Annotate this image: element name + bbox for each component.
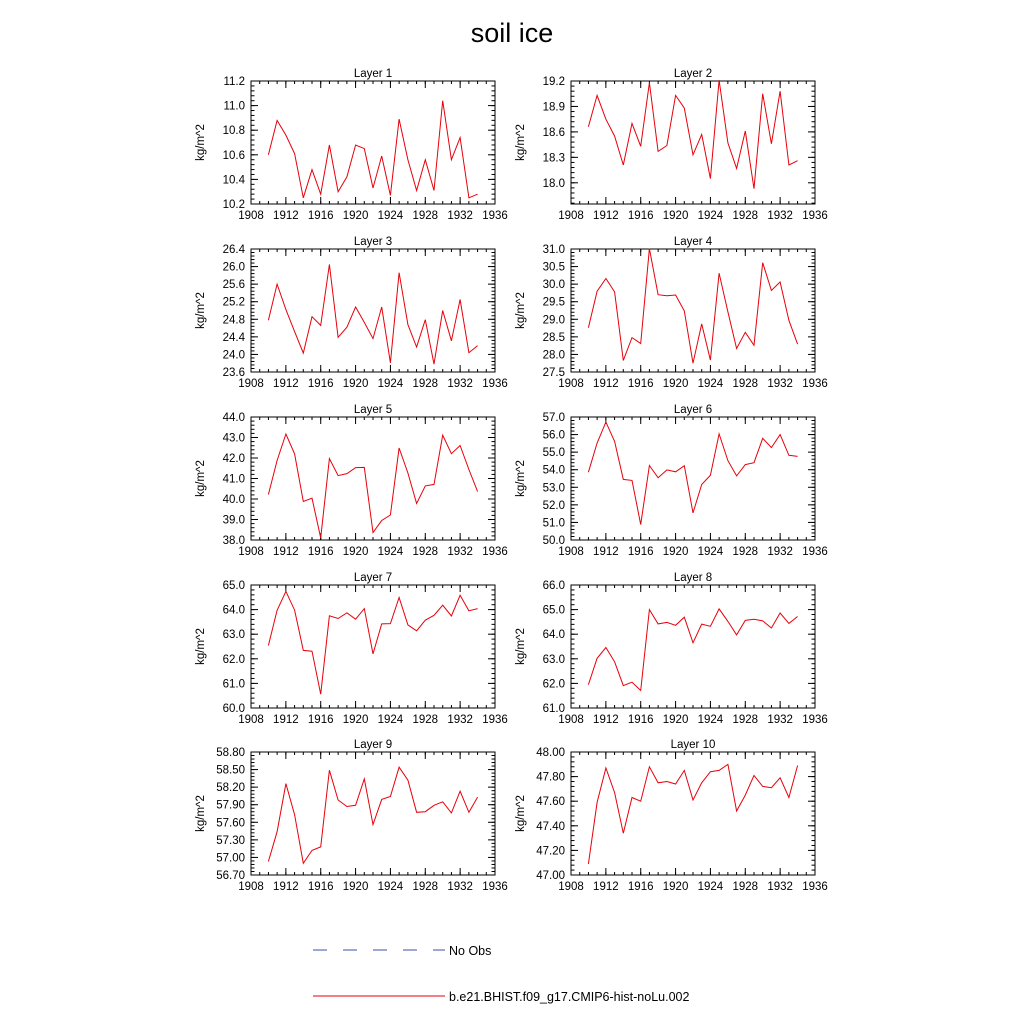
- y-tick-label: 61.0: [222, 678, 245, 691]
- y-tick-label: 64.0: [222, 604, 245, 617]
- x-tick-label: 1936: [482, 714, 508, 726]
- x-tick-label: 1912: [593, 714, 619, 726]
- x-tick-label: 1936: [482, 378, 508, 390]
- y-tick-label: 64.0: [542, 629, 565, 642]
- panel-title: Layer 3: [353, 236, 393, 248]
- x-tick-label: 1936: [482, 881, 508, 893]
- x-tick-label: 1916: [307, 546, 334, 558]
- x-tick-label: 1912: [273, 881, 299, 893]
- panel-2: [515, 68, 828, 222]
- y-tick-label: 10.6: [222, 149, 245, 162]
- x-tick-label: 1908: [558, 714, 584, 726]
- y-tick-label: 51.0: [542, 517, 565, 530]
- x-tick-label: 1932: [447, 546, 473, 558]
- x-tick-label: 1912: [593, 378, 619, 390]
- y-axis-label: kg/m^2: [195, 292, 207, 329]
- x-tick-label: 1924: [697, 378, 724, 390]
- panel-title: Layer 8: [673, 572, 713, 584]
- series-line: [588, 609, 797, 691]
- x-tick-label: 1920: [662, 714, 689, 726]
- y-tick-label: 44.0: [222, 412, 245, 424]
- x-tick-label: 1928: [412, 881, 439, 893]
- y-tick-label: 56.0: [542, 429, 565, 442]
- x-tick-label: 1924: [377, 714, 404, 726]
- y-tick-label: 40.0: [222, 494, 245, 506]
- x-tick-label: 1932: [447, 881, 473, 893]
- x-tick-label: 1932: [767, 881, 793, 893]
- legend-label-no-obs: No Obs: [449, 944, 492, 958]
- x-tick-label: 1928: [732, 378, 759, 390]
- y-tick-label: 63.0: [222, 629, 245, 642]
- y-tick-label: 28.5: [542, 331, 565, 344]
- y-tick-label: 11.0: [223, 100, 245, 113]
- plot-frame: [571, 249, 815, 372]
- x-tick-label: 1908: [558, 210, 584, 222]
- x-tick-label: 1908: [238, 546, 264, 558]
- y-tick-label: 23.6: [222, 367, 245, 379]
- y-tick-label: 61.0: [542, 703, 565, 715]
- y-tick-label: 65.0: [542, 604, 565, 617]
- y-tick-label: 57.60: [216, 817, 245, 830]
- series-line: [268, 434, 477, 538]
- panel-title: Layer 2: [673, 68, 713, 80]
- y-tick-label: 26.4: [222, 244, 245, 256]
- panel-3: [195, 236, 508, 390]
- y-axis-label: kg/m^2: [515, 124, 527, 161]
- y-tick-label: 30.0: [542, 279, 565, 292]
- panel-title: Layer 10: [670, 739, 716, 751]
- y-tick-label: 27.5: [542, 367, 565, 379]
- y-axis-label: kg/m^2: [195, 460, 207, 497]
- y-tick-label: 10.8: [222, 125, 245, 138]
- plot-frame: [571, 752, 815, 875]
- y-tick-label: 48.00: [536, 747, 565, 759]
- y-tick-label: 65.0: [222, 580, 245, 592]
- plot-frame: [251, 752, 495, 875]
- x-tick-label: 1932: [447, 210, 473, 222]
- y-axis-label: kg/m^2: [515, 795, 527, 832]
- x-tick-label: 1912: [273, 546, 299, 558]
- series-line: [268, 767, 477, 863]
- plot-frame: [571, 585, 815, 708]
- y-tick-label: 31.0: [542, 244, 565, 256]
- panel-5: [195, 404, 508, 558]
- series-line: [268, 264, 477, 364]
- y-axis-label: kg/m^2: [195, 124, 207, 161]
- y-tick-label: 39.0: [222, 514, 245, 527]
- y-tick-label: 58.80: [216, 747, 245, 759]
- x-tick-label: 1924: [377, 210, 404, 222]
- y-axis-label: kg/m^2: [515, 292, 527, 329]
- y-tick-label: 24.4: [222, 331, 245, 344]
- x-tick-label: 1924: [697, 881, 724, 893]
- plot-frame: [571, 417, 815, 540]
- plot-frame: [251, 249, 495, 372]
- x-tick-label: 1908: [238, 881, 264, 893]
- x-tick-label: 1920: [342, 714, 369, 726]
- y-tick-label: 62.0: [542, 678, 565, 691]
- x-tick-label: 1924: [377, 881, 404, 893]
- y-tick-label: 29.5: [542, 296, 565, 309]
- x-tick-label: 1928: [732, 881, 759, 893]
- y-axis-label: kg/m^2: [515, 460, 527, 497]
- y-tick-label: 62.0: [222, 653, 245, 666]
- panel-1: [195, 68, 508, 222]
- y-tick-label: 66.0: [542, 580, 565, 592]
- x-tick-label: 1932: [767, 714, 793, 726]
- x-tick-label: 1912: [593, 881, 619, 893]
- y-axis-label: kg/m^2: [195, 795, 207, 832]
- y-axis-label: kg/m^2: [515, 628, 527, 665]
- panel-title: Layer 4: [673, 236, 713, 248]
- x-tick-label: 1936: [802, 378, 828, 390]
- x-tick-label: 1936: [482, 210, 508, 222]
- y-tick-label: 54.0: [542, 464, 565, 477]
- y-tick-label: 47.80: [536, 771, 565, 784]
- y-tick-label: 10.4: [222, 174, 245, 187]
- x-tick-label: 1932: [767, 546, 793, 558]
- panel-4: [515, 236, 828, 390]
- y-tick-label: 58.20: [216, 782, 245, 795]
- panel-title: Layer 1: [353, 68, 393, 80]
- panel-6: [515, 404, 828, 558]
- x-tick-label: 1908: [558, 881, 584, 893]
- y-tick-label: 47.00: [536, 870, 565, 882]
- x-tick-label: 1924: [697, 714, 724, 726]
- panel-title: Layer 9: [353, 739, 393, 751]
- x-tick-label: 1924: [697, 546, 724, 558]
- y-tick-label: 42.0: [222, 453, 245, 465]
- y-tick-label: 58.50: [216, 764, 245, 777]
- x-tick-label: 1920: [662, 378, 689, 390]
- x-tick-label: 1920: [342, 881, 369, 893]
- y-tick-label: 30.5: [542, 261, 565, 274]
- x-tick-label: 1908: [238, 714, 264, 726]
- y-tick-label: 18.0: [542, 177, 565, 190]
- series-line: [588, 249, 797, 364]
- panel-title: Layer 7: [353, 572, 393, 584]
- x-tick-label: 1936: [802, 210, 828, 222]
- x-tick-label: 1936: [482, 546, 508, 558]
- x-tick-label: 1928: [732, 714, 759, 726]
- y-tick-label: 18.6: [542, 126, 565, 139]
- x-tick-label: 1912: [273, 378, 299, 390]
- x-tick-label: 1928: [412, 714, 439, 726]
- panel-8: [515, 572, 828, 726]
- y-tick-label: 25.6: [222, 279, 245, 292]
- x-tick-label: 1912: [273, 714, 299, 726]
- y-tick-label: 57.30: [216, 834, 245, 847]
- y-tick-label: 47.60: [536, 796, 565, 809]
- y-tick-label: 43.0: [222, 432, 245, 445]
- x-tick-label: 1920: [342, 546, 369, 558]
- x-tick-label: 1936: [802, 881, 828, 893]
- x-tick-label: 1916: [307, 210, 334, 222]
- y-tick-label: 24.8: [222, 314, 245, 327]
- y-axis-label: kg/m^2: [195, 628, 207, 665]
- x-tick-label: 1916: [307, 714, 334, 726]
- panel-title: Layer 5: [353, 404, 393, 416]
- series-line: [268, 101, 477, 198]
- x-tick-label: 1936: [802, 546, 828, 558]
- y-tick-label: 38.0: [222, 535, 245, 547]
- x-tick-label: 1920: [342, 378, 369, 390]
- plot-frame: [251, 585, 495, 708]
- panels-container: [195, 68, 828, 893]
- x-tick-label: 1932: [767, 210, 793, 222]
- x-tick-label: 1928: [732, 210, 759, 222]
- x-tick-label: 1912: [593, 546, 619, 558]
- y-tick-label: 57.0: [542, 412, 565, 424]
- x-tick-label: 1920: [342, 210, 369, 222]
- y-tick-label: 57.00: [216, 852, 245, 865]
- x-tick-label: 1916: [307, 881, 334, 893]
- x-tick-label: 1924: [377, 546, 404, 558]
- x-tick-label: 1924: [697, 210, 724, 222]
- y-tick-label: 60.0: [222, 703, 245, 715]
- x-tick-label: 1928: [412, 210, 439, 222]
- x-tick-label: 1912: [273, 210, 299, 222]
- y-tick-label: 10.2: [222, 199, 245, 211]
- y-tick-label: 63.0: [542, 653, 565, 666]
- x-tick-label: 1924: [377, 378, 404, 390]
- x-tick-label: 1908: [558, 546, 584, 558]
- y-tick-label: 19.2: [542, 76, 565, 88]
- x-tick-label: 1920: [662, 546, 689, 558]
- x-tick-label: 1920: [662, 881, 689, 893]
- y-tick-label: 25.2: [222, 296, 245, 309]
- panel-10: [515, 739, 828, 893]
- legend: [313, 944, 689, 1004]
- panel-7: [195, 572, 508, 726]
- x-tick-label: 1920: [662, 210, 689, 222]
- x-tick-label: 1908: [238, 210, 264, 222]
- plot-frame: [251, 417, 495, 540]
- y-tick-label: 53.0: [542, 482, 565, 495]
- y-tick-label: 28.0: [542, 349, 565, 362]
- x-tick-label: 1928: [412, 378, 439, 390]
- y-tick-label: 41.0: [222, 473, 245, 486]
- y-tick-label: 24.0: [222, 349, 245, 362]
- legend-label-model: b.e21.BHIST.f09_g17.CMIP6-hist-noLu.002: [449, 990, 690, 1004]
- y-tick-label: 47.20: [536, 845, 565, 858]
- y-tick-label: 52.0: [542, 499, 565, 512]
- x-tick-label: 1928: [412, 546, 439, 558]
- x-tick-label: 1916: [627, 881, 654, 893]
- x-tick-label: 1916: [627, 714, 654, 726]
- x-tick-label: 1908: [238, 378, 264, 390]
- chart-title: soil ice: [470, 18, 554, 48]
- y-tick-label: 57.90: [216, 799, 245, 812]
- x-tick-label: 1932: [447, 714, 473, 726]
- panel-title: Layer 6: [673, 404, 713, 416]
- y-tick-label: 18.3: [542, 152, 565, 165]
- y-tick-label: 18.9: [542, 101, 565, 114]
- y-tick-label: 47.40: [536, 820, 565, 833]
- x-tick-label: 1932: [767, 378, 793, 390]
- series-line: [588, 80, 797, 189]
- y-tick-label: 11.2: [223, 76, 245, 88]
- x-tick-label: 1916: [627, 210, 654, 222]
- x-tick-label: 1916: [627, 546, 654, 558]
- series-line: [268, 591, 477, 694]
- x-tick-label: 1928: [732, 546, 759, 558]
- panel-9: [195, 739, 508, 893]
- x-tick-label: 1916: [627, 378, 654, 390]
- series-line: [588, 422, 797, 524]
- x-tick-label: 1936: [802, 714, 828, 726]
- y-tick-label: 56.70: [216, 870, 245, 882]
- x-tick-label: 1916: [307, 378, 334, 390]
- y-tick-label: 50.0: [542, 535, 565, 547]
- x-tick-label: 1932: [447, 378, 473, 390]
- y-tick-label: 55.0: [542, 447, 565, 460]
- x-tick-label: 1908: [558, 378, 584, 390]
- x-tick-label: 1912: [593, 210, 619, 222]
- y-tick-label: 26.0: [222, 261, 245, 274]
- y-tick-label: 29.0: [542, 314, 565, 327]
- series-line: [588, 764, 797, 864]
